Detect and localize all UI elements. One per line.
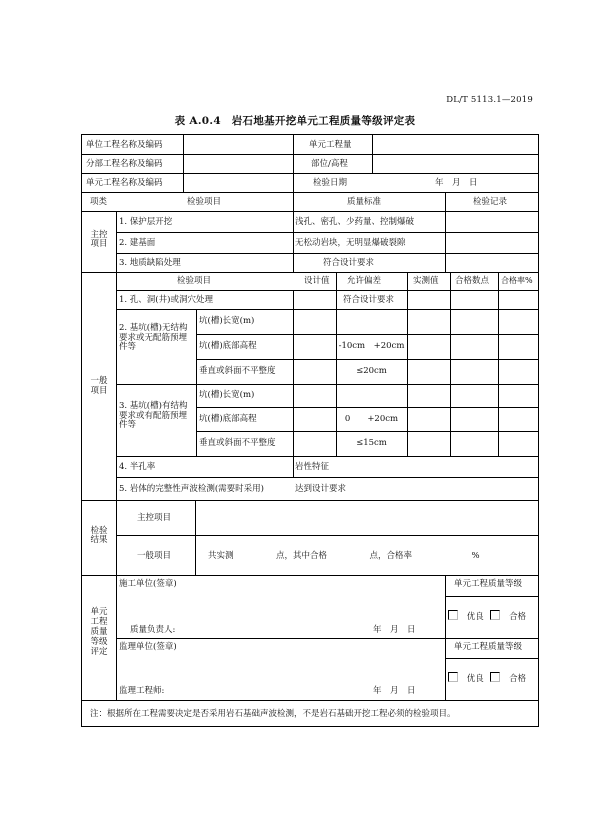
rule [82, 154, 538, 155]
main-item-1: 1. 保护层开挖 [119, 217, 173, 227]
rule [293, 290, 294, 477]
pass-rate-header: 合格率% [501, 276, 533, 285]
category-header: 项类 [90, 197, 108, 207]
main-standard-3: 符合设计要求 [323, 258, 375, 268]
item3-elevation-tolerance: 0 +20cm [344, 414, 399, 424]
design-value-header: 设计值 [304, 276, 330, 286]
item2-elevation-tolerance: -10cm +20cm [338, 341, 405, 351]
rule [82, 700, 538, 701]
rule [195, 500, 196, 575]
rule [116, 290, 538, 291]
rule [498, 272, 499, 456]
standard-number: DL/T 5113.1—2019 [446, 95, 533, 105]
rule [116, 535, 538, 536]
item-header: 检验项目 [187, 197, 222, 207]
excellent-checkbox[interactable] [448, 672, 458, 682]
item2-flatness-tolerance: ≤20cm [356, 366, 387, 376]
inspection-date-label: 检验日期 [313, 178, 348, 188]
rule [82, 575, 538, 576]
result-general-label: 一般项目 [137, 551, 172, 561]
result-general-text: 共实测 点，其中合格 点，合格率 % [208, 551, 480, 561]
rule [116, 384, 538, 385]
rule [116, 211, 117, 700]
item3-bottom-elevation: 坑(槽)底部高程 [199, 414, 257, 424]
main-item-2: 2. 建基面 [119, 238, 156, 248]
item3-flatness-tolerance: ≤15cm [356, 438, 387, 448]
item3-flatness: 垂直或斜面不平整度 [199, 438, 276, 448]
qualified-checkbox[interactable] [490, 610, 500, 620]
rule [445, 192, 446, 272]
rule [196, 359, 538, 360]
measured-header: 实测值 [413, 276, 439, 286]
qualified-option-label: 合格 [509, 612, 527, 622]
main-control-label: 主控项目 [90, 230, 108, 249]
grade-options-1 [448, 610, 526, 622]
rule [445, 575, 446, 700]
rule [116, 232, 538, 233]
general-item-1: 1. 孔、洞(井)或洞穴处理 [119, 295, 213, 305]
excellent-option-label: 优良 [466, 612, 484, 622]
item3-length-width: 坑(槽)长宽(m) [199, 390, 255, 400]
supervision-unit-label: 监理单位(签章) [119, 642, 177, 652]
pass-count-header: 合格数点 [455, 276, 490, 286]
division-project-label: 分部工程名称及编码 [86, 159, 163, 169]
grade-header-2: 单元工程质量等级 [454, 642, 523, 652]
table-title: 表 A.0.4 岩石地基开挖单元工程质量等级评定表 [174, 115, 416, 127]
inspection-result-label: 检验结果 [90, 526, 108, 545]
footnote: 注：根据所在工程需要决定是否采用岩石基础声波检测，不是岩石基础开挖工程必须的检验项目。 [90, 709, 456, 719]
rule [82, 500, 538, 501]
general-item-header: 检验项目 [177, 276, 212, 286]
general-item-3: 3. 基坑(槽)有结构要求或有配筋预埋件等 [119, 401, 188, 430]
tolerance-header: 允许偏差 [347, 276, 382, 286]
item2-length-width: 坑(槽)长宽(m) [199, 316, 255, 326]
rule [196, 334, 538, 335]
evaluation-form-table [81, 134, 539, 727]
rule [82, 211, 538, 212]
quality-person-label: 质量负责人: [130, 625, 176, 635]
supervision-engineer-label: 监理工程师: [119, 686, 165, 696]
rule [407, 272, 408, 456]
rule [293, 135, 294, 272]
rule [196, 407, 538, 408]
excellent-option-label: 优良 [466, 674, 484, 684]
rule [116, 456, 538, 457]
construction-date: 年 月 日 [373, 625, 416, 635]
rule [445, 596, 538, 597]
general-standard-1: 符合设计要求 [343, 295, 395, 305]
item2-bottom-elevation: 坑(槽)底部高程 [199, 341, 257, 351]
construction-unit-label: 施工单位(签章) [119, 579, 177, 589]
unit-project-label: 单位工程名称及编码 [86, 140, 163, 150]
general-standard-5: 达到设计要求 [295, 484, 347, 494]
rule [116, 253, 538, 254]
rule [445, 658, 538, 659]
grade-header-1: 单元工程质量等级 [454, 579, 523, 589]
rule [116, 477, 538, 478]
evaluation-label: 单元工程质量等级评定 [90, 607, 108, 657]
general-item-2: 2. 基坑(槽)无结构要求或无配筋预埋件等 [119, 323, 188, 352]
rule [82, 272, 538, 273]
rule [372, 135, 373, 173]
main-standard-2: 无松动岩块，无明显爆破裂隙 [295, 238, 406, 248]
unit-quantity-label: 单元工程量 [309, 140, 352, 150]
main-standard-1: 浅孔、密孔、少药量、控制爆破 [295, 217, 415, 227]
rule [196, 309, 197, 456]
rule [82, 173, 538, 174]
main-item-3: 3. 地质缺陷处理 [119, 258, 181, 268]
record-header: 检验记录 [473, 197, 508, 207]
supervision-date: 年 月 日 [373, 686, 416, 696]
general-items-label: 一般项目 [90, 376, 108, 396]
grade-options-2 [448, 672, 526, 684]
item2-flatness: 垂直或斜面不平整度 [199, 366, 276, 376]
rule [116, 638, 538, 639]
inspection-date-value: 年 月 日 [435, 178, 478, 188]
general-item-4: 4. 半孔率 [119, 462, 156, 472]
rule [183, 135, 184, 192]
rule [336, 272, 337, 456]
standard-header: 质量标准 [347, 197, 382, 207]
general-standard-4: 岩性特征 [295, 462, 330, 472]
rule [196, 431, 538, 432]
rule [450, 272, 451, 456]
element-project-label: 单元工程名称及编码 [86, 178, 163, 188]
rule [82, 192, 538, 193]
rule [116, 309, 538, 310]
result-main-label: 主控项目 [137, 513, 172, 523]
excellent-checkbox[interactable] [448, 610, 458, 620]
qualified-checkbox[interactable] [490, 672, 500, 682]
qualified-option-label: 合格 [509, 674, 527, 684]
general-item-5: 5. 岩体的完整性声波检测(需要时采用) [119, 484, 264, 494]
location-elevation-label: 部位/高程 [311, 159, 348, 169]
